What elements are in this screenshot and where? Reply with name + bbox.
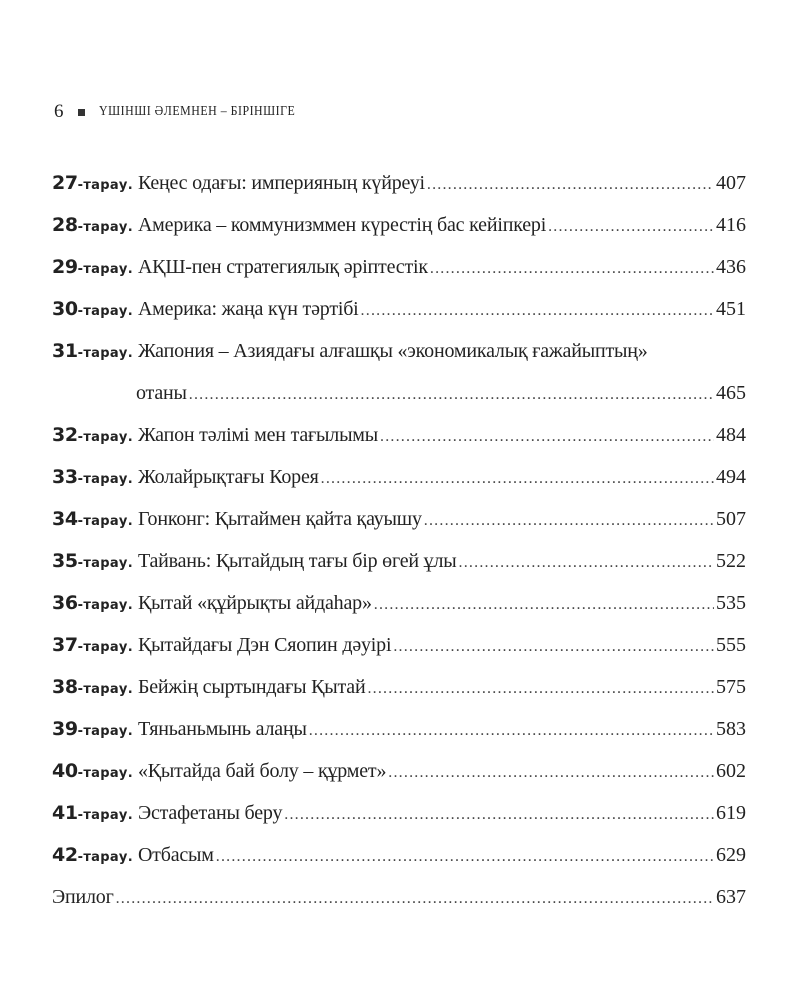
chapter-suffix: -тарау. bbox=[77, 472, 133, 487]
dot-leader bbox=[424, 500, 714, 542]
running-head bbox=[54, 100, 329, 124]
chapter-number: 40 bbox=[52, 760, 78, 782]
chapter-suffix: -тарау. bbox=[77, 346, 133, 361]
page-ref: 407 bbox=[716, 172, 746, 194]
page-ref: 583 bbox=[716, 718, 746, 740]
chapter-suffix: -тарау. bbox=[77, 178, 133, 193]
chapter-number: 30 bbox=[52, 298, 78, 320]
page-ref: 619 bbox=[716, 802, 746, 824]
page-ref: 629 bbox=[716, 844, 746, 866]
dot-leader bbox=[189, 374, 714, 416]
chapter-label bbox=[52, 582, 133, 627]
chapter-suffix: -тарау. bbox=[77, 682, 133, 697]
chapter-title: «Қытайда бай болу – құрмет» bbox=[137, 760, 387, 782]
chapter-label bbox=[52, 246, 133, 291]
page-number: 6 bbox=[54, 101, 64, 122]
chapter-suffix: -тарау. bbox=[77, 262, 133, 277]
chapter-suffix: -тарау. bbox=[77, 724, 133, 739]
dot-leader bbox=[321, 458, 714, 500]
chapter-title: Бейжің сыртындағы Қытай bbox=[137, 676, 366, 698]
toc-entry[interactable] bbox=[52, 666, 746, 708]
dot-leader bbox=[393, 626, 714, 668]
chapter-title: Жапон тәлімі мен тағылымы bbox=[137, 424, 378, 446]
toc-entry-epilogue[interactable] bbox=[52, 876, 746, 918]
dot-leader bbox=[309, 710, 714, 752]
dot-leader bbox=[459, 542, 714, 584]
dot-leader bbox=[216, 836, 714, 878]
chapter-number: 42 bbox=[52, 844, 78, 866]
chapter-label bbox=[52, 330, 133, 375]
square-bullet-icon bbox=[78, 109, 85, 116]
toc-entry[interactable] bbox=[52, 750, 746, 792]
toc-entry[interactable] bbox=[52, 498, 746, 540]
page-ref: 507 bbox=[716, 508, 746, 530]
chapter-number: 29 bbox=[52, 256, 78, 278]
chapter-suffix: -тарау. bbox=[77, 556, 133, 571]
chapter-number: 38 bbox=[52, 676, 78, 698]
dot-leader bbox=[430, 248, 714, 290]
chapter-title: Эстафетаны беру bbox=[137, 802, 283, 824]
dot-leader bbox=[361, 290, 714, 332]
chapter-title: Жолайрықтағы Корея bbox=[137, 466, 319, 488]
dot-leader bbox=[367, 668, 714, 710]
chapter-label bbox=[52, 162, 133, 207]
chapter-label bbox=[52, 792, 133, 837]
toc-entry[interactable] bbox=[52, 162, 746, 204]
chapter-number: 34 bbox=[52, 508, 78, 530]
chapter-label bbox=[52, 204, 133, 249]
chapter-suffix: -тарау. bbox=[77, 304, 133, 319]
chapter-label bbox=[52, 456, 133, 501]
chapter-label bbox=[52, 834, 133, 879]
chapter-title: Кеңес одағы: империяның күйреуі bbox=[137, 172, 425, 194]
toc-entry[interactable] bbox=[52, 204, 746, 246]
chapter-title: Жапония – Азиядағы алғашқы «экономикалық ғажайыптың» bbox=[137, 340, 648, 362]
toc-entry[interactable] bbox=[52, 540, 746, 582]
page-ref: 575 bbox=[716, 676, 746, 698]
chapter-title: Қытайдағы Дэн Сяопин дәуірі bbox=[137, 634, 392, 656]
toc-entry[interactable] bbox=[52, 834, 746, 876]
dot-leader bbox=[427, 164, 714, 206]
chapter-suffix: -тарау. bbox=[77, 514, 133, 529]
chapter-label bbox=[52, 414, 133, 459]
dot-leader bbox=[284, 794, 714, 836]
chapter-title: АҚШ-пен стратегиялық әріптестік bbox=[137, 256, 428, 278]
toc-entry[interactable] bbox=[52, 330, 746, 372]
page-ref: 637 bbox=[716, 886, 746, 908]
chapter-title-continuation: отаны bbox=[136, 382, 187, 404]
table-of-contents bbox=[52, 162, 746, 918]
page-ref: 465 bbox=[716, 382, 746, 404]
chapter-suffix: -тарау. bbox=[77, 640, 133, 655]
chapter-suffix: -тарау. bbox=[77, 430, 133, 445]
chapter-title: Отбасым bbox=[137, 844, 214, 866]
toc-entry[interactable] bbox=[52, 456, 746, 498]
page-ref: 484 bbox=[716, 424, 746, 446]
toc-entry[interactable] bbox=[52, 582, 746, 624]
dot-leader bbox=[380, 416, 714, 458]
chapter-label bbox=[52, 624, 133, 669]
chapter-title: Гонконг: Қытаймен қайта қауышу bbox=[137, 508, 422, 530]
chapter-label bbox=[52, 708, 133, 753]
chapter-title: Қытай «құйрықты айдаһар» bbox=[137, 592, 372, 614]
toc-entry[interactable] bbox=[52, 708, 746, 750]
toc-entry[interactable] bbox=[52, 414, 746, 456]
chapter-number: 41 bbox=[52, 802, 78, 824]
chapter-suffix: -тарау. bbox=[77, 766, 133, 781]
chapter-number: 39 bbox=[52, 718, 78, 740]
chapter-label bbox=[52, 750, 133, 795]
page-ref: 451 bbox=[716, 298, 746, 320]
chapter-label bbox=[52, 666, 133, 711]
toc-entry[interactable] bbox=[52, 246, 746, 288]
page-ref: 416 bbox=[716, 214, 746, 236]
dot-leader bbox=[548, 206, 714, 248]
book-title: ҮШІНШІ ӘЛЕМНЕН – БІРІНШІГЕ bbox=[98, 104, 295, 119]
chapter-number: 28 bbox=[52, 214, 78, 236]
page-ref: 535 bbox=[716, 592, 746, 614]
toc-entry[interactable] bbox=[52, 624, 746, 666]
chapter-label bbox=[52, 540, 133, 585]
chapter-suffix: -тарау. bbox=[77, 808, 133, 823]
chapter-suffix: -тарау. bbox=[77, 598, 133, 613]
epilogue-title: Эпилог bbox=[52, 886, 114, 908]
dot-leader bbox=[388, 752, 714, 794]
chapter-label bbox=[52, 288, 133, 333]
page-ref: 555 bbox=[716, 634, 746, 656]
chapter-number: 37 bbox=[52, 634, 78, 656]
toc-entry-continuation[interactable] bbox=[52, 372, 746, 414]
chapter-number: 31 bbox=[52, 340, 78, 362]
chapter-number: 32 bbox=[52, 424, 78, 446]
chapter-number: 27 bbox=[52, 172, 78, 194]
chapter-number: 36 bbox=[52, 592, 78, 614]
chapter-number: 33 bbox=[52, 466, 78, 488]
chapter-title: Тяньаньмынь алаңы bbox=[137, 718, 307, 740]
chapter-title: Америка – коммунизммен күрестің бас кейіпкері bbox=[137, 214, 547, 236]
chapter-label bbox=[52, 498, 133, 543]
chapter-title: Америка: жаңа күн тәртібі bbox=[137, 298, 359, 320]
page-ref: 494 bbox=[716, 466, 746, 488]
toc-entry[interactable] bbox=[52, 792, 746, 834]
toc-entry[interactable] bbox=[52, 288, 746, 330]
page-ref: 436 bbox=[716, 256, 746, 278]
dot-leader bbox=[116, 878, 714, 920]
chapter-suffix: -тарау. bbox=[77, 850, 133, 865]
dot-leader bbox=[374, 584, 714, 626]
page-ref: 522 bbox=[716, 550, 746, 572]
page-ref: 602 bbox=[716, 760, 746, 782]
chapter-title: Тайвань: Қытайдың тағы бір өгей ұлы bbox=[137, 550, 457, 572]
chapter-suffix: -тарау. bbox=[77, 220, 133, 235]
chapter-number: 35 bbox=[52, 550, 78, 572]
